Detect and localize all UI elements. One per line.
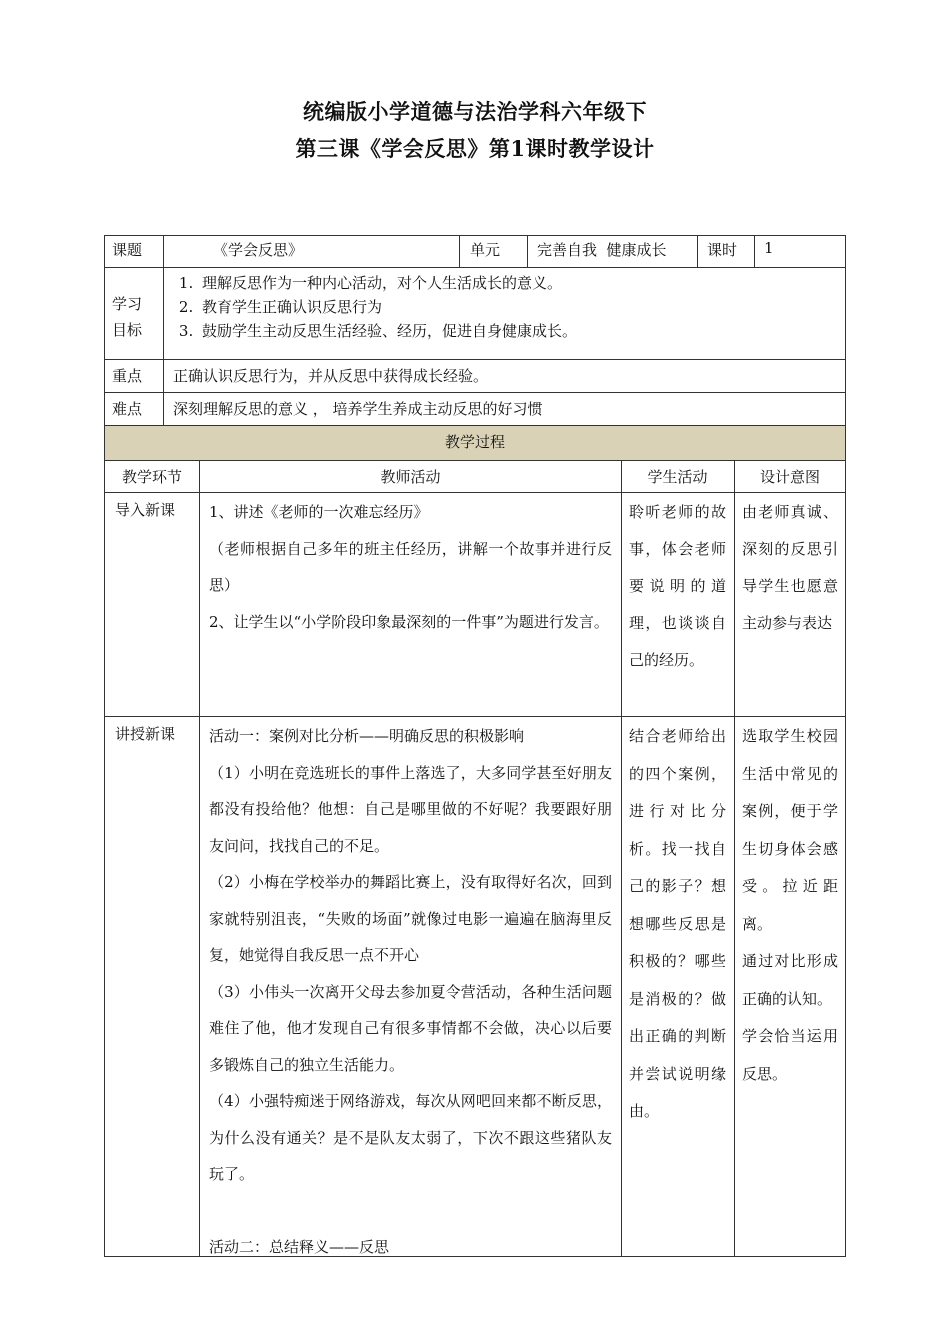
lecture-student-text: 结合老师给出的四个案例，进行对比分析。找一找自己的影子？想想哪些反思是积极的？哪些是消极的？做出正确的判断并尝试说明缘由。 [629, 727, 726, 1120]
lecture-teacher-line: 活动二：总结释义——反思 [209, 1237, 390, 1256]
title-line-2: 第三课《学会反思》第1课时教学设计 [295, 136, 655, 161]
difficulty-value: 深刻理解反思的意义 ， 培养学生养成主动反思的好习惯 [173, 400, 543, 418]
lecture-intent [734, 718, 846, 1093]
goals-label-line-1: 学习 [112, 295, 143, 313]
intro-intent [734, 494, 846, 642]
lecture-teacher-line: （3）小伟头一次离开父母去参加夏令营活动，各种生活问题难住了他，他才发现自己有很多事情都不会做，决心以后要多锻炼自己的独立生活能力。 [209, 982, 612, 1074]
difficulty-label: 难点 [112, 400, 143, 418]
process-header: 教学过程 [444, 433, 505, 451]
lecture-intent-text: 通过对比形成正确的认知。 [742, 952, 838, 1008]
lecture-teacher-line: （4）小强特痴迷于网络游戏，每次从网吧回来都不断反思，为什么没有通关？是不是队友太弱了，下次不跟这些猪队友玩了。 [209, 1092, 612, 1183]
lecture-stage: 讲授新课 [115, 725, 176, 743]
col-header-student: 学生活动 [647, 468, 708, 486]
goals-label-line-2: 目标 [112, 321, 143, 339]
lecture-intent-text: 学会恰当运用反思。 [742, 1027, 838, 1083]
intro-teacher-line: （老师根据自己多年的班主任经历，讲解一个故事并进行反思） [209, 539, 612, 594]
key-point-value: 正确认识反思行为，并从反思中获得成长经验。 [173, 367, 489, 385]
intro-teacher-line: 1、讲述《老师的一次难忘经历》 [209, 503, 429, 521]
col-header-intent: 设计意图 [759, 468, 820, 486]
topic-label: 课题 [112, 241, 143, 259]
unit-value: 完善自我 健康成长 [537, 241, 667, 259]
key-point-label: 重点 [112, 367, 143, 385]
goals-list [170, 271, 840, 343]
period-label: 课时 [707, 241, 738, 259]
lecture-teacher-line: （1）小明在竞选班长的事件上落选了，大多同学甚至好朋友都没有投给他？他想：自己是哪里做的不好呢？我要跟好朋友问问，找找自己的不足。 [209, 763, 612, 855]
topic-value: 《学会反思》 [213, 241, 304, 259]
lecture-intent-text: 选取学生校园生活中常见的案例，便于学生切身体会感受。拉近距离。 [742, 727, 838, 933]
intro-teacher-line: 2、让学生以“小学阶段印象最深刻的一件事”为题进行发言。 [209, 612, 609, 631]
lecture-teacher [200, 718, 621, 1265]
lecture-teacher-line: 活动一：案例对比分析——明确反思的积极影响 [209, 727, 525, 745]
intro-intent-text: 由老师真诚、深刻的反思引导学生也愿意主动参与表达 [742, 503, 838, 632]
col-header-stage: 教学环节 [121, 468, 182, 486]
lecture-student [621, 718, 734, 1131]
col-header-teacher: 教师活动 [380, 468, 441, 486]
intro-student [621, 494, 734, 679]
unit-label: 单元 [470, 241, 501, 259]
goal-item: 3. 鼓励学生主动反思生活经验、经历，促进自身健康成长。 [198, 319, 840, 343]
intro-student-text: 聆听老师的故事，体会老师要说明的道理，也谈谈自己的经历。 [629, 503, 726, 669]
intro-teacher [200, 494, 621, 640]
goal-item: 1. 理解反思作为一种内心活动，对个人生活成长的意义。 [198, 271, 840, 295]
intro-stage: 导入新课 [115, 501, 176, 519]
title-line-1: 统编版小学道德与法治学科六年级下 [303, 99, 647, 124]
lecture-teacher-line: （2）小梅在学校举办的舞蹈比赛上，没有取得好名次，回到家就特别沮丧，“失败的场面”就像过电影一遍遍在脑海里反复，她觉得自我反思一点不开心 [209, 873, 612, 964]
goals-label [112, 291, 142, 343]
goal-item: 2. 教育学生正确认识反思行为 [198, 295, 840, 319]
period-value: 1 [764, 239, 774, 257]
